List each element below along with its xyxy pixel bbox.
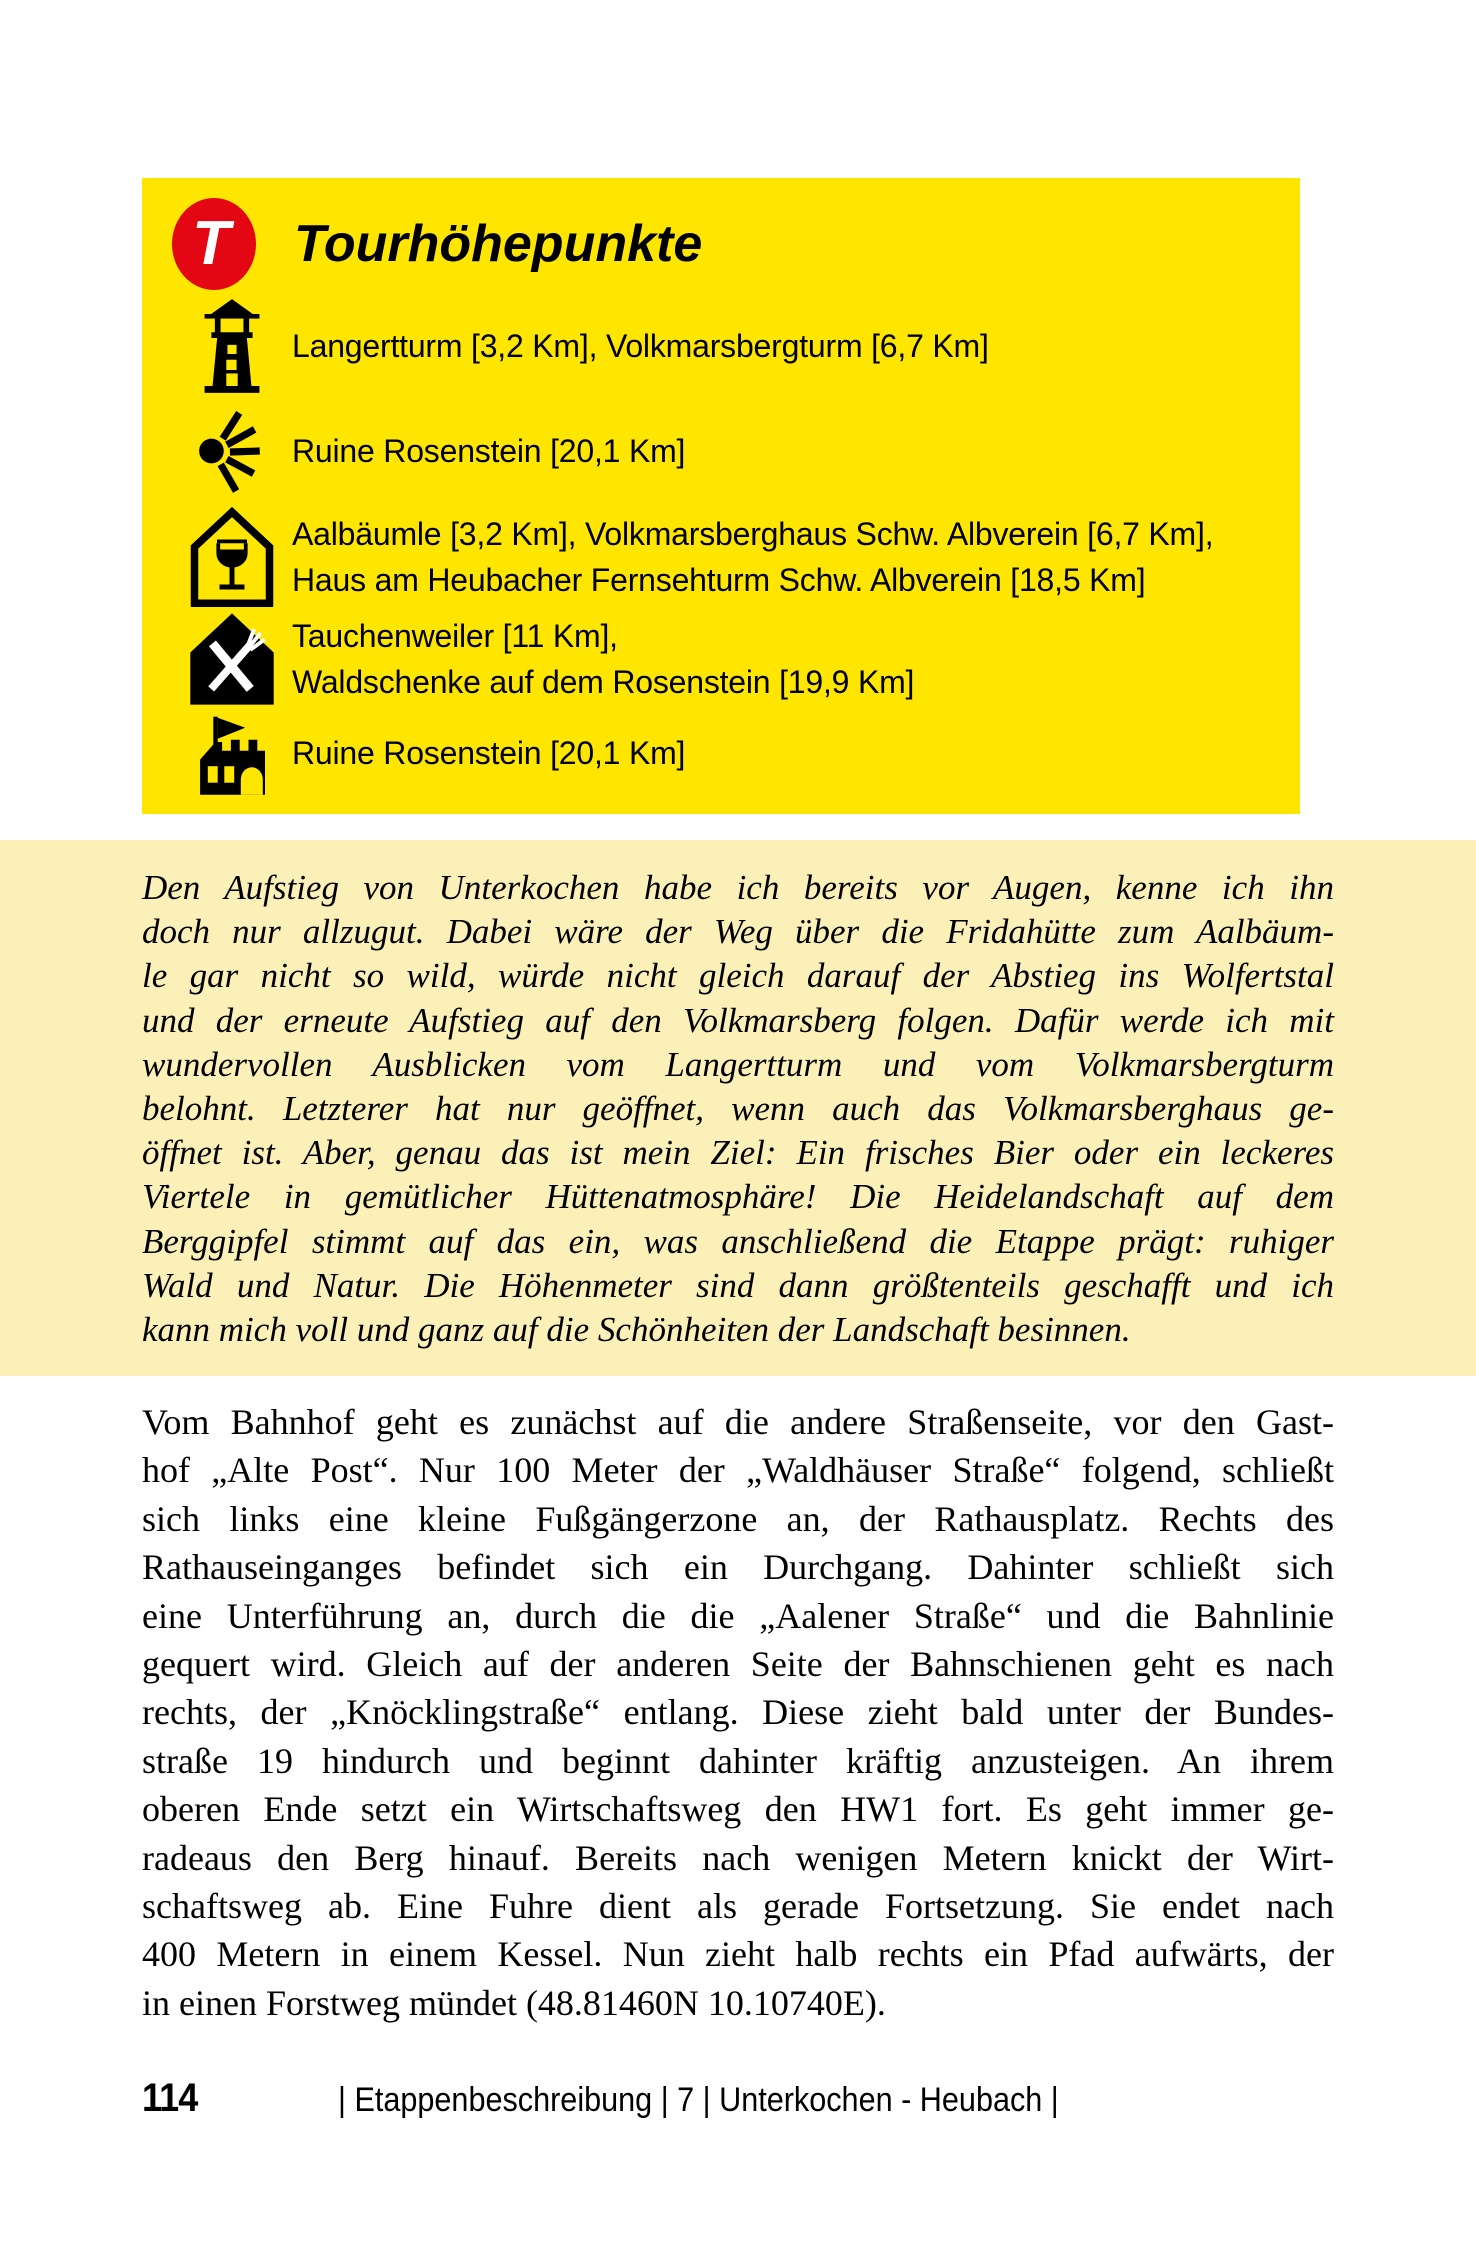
tower-icon	[172, 298, 292, 394]
highlight-text	[292, 511, 1213, 603]
highlight-row-ruin	[172, 708, 1272, 798]
text-line: Wald und Natur. Die Höhenmeter sind dann größtenteils geschafft und ich	[142, 1265, 1334, 1305]
text-line: eine Unterführung an, durch die die „Aalener Straße“ und die Bahnlinie	[142, 1595, 1334, 1636]
text-line: Aalbäumle [3,2 Km], Volkmarsberghaus Schw. Albverein [6,7 Km],	[292, 516, 1214, 552]
text-line: kann mich voll und ganz auf die Schönheiten der Landschaft besinnen.	[142, 1310, 1131, 1350]
text-line: straße 19 hindurch und beginnt dahinter kräftig anzusteigen. An ihrem	[142, 1740, 1334, 1781]
tour-highlights-box	[142, 178, 1300, 814]
intro-note-box	[0, 840, 1476, 1376]
text-line: wundervollen Ausblicken vom Langertturm und vom Volkmarsbergturm	[142, 1044, 1334, 1084]
text-line: belohnt. Letzterer hat nur geöffnet, wenn auch das Volkmarsberghaus ge-	[142, 1089, 1334, 1129]
text-line: Berggipfel stimmt auf das ein, was anschließend die Etappe prägt: ruhiger	[142, 1221, 1334, 1261]
text-line: 400 Metern in einem Kessel. Nun zieht halb rechts ein Pfad aufwärts, der	[142, 1934, 1334, 1975]
text-line: Rathauseinganges befindet sich ein Durchgang. Dahinter schließt sich	[142, 1547, 1334, 1588]
page-footer	[142, 2076, 1334, 2122]
highlight-text	[292, 613, 914, 705]
highlights-title: Tourhöhepunkte	[294, 215, 703, 273]
highlight-text	[292, 428, 685, 474]
text-line: Vom Bahnhof geht es zunächst auf die andere Straßenseite, vor den Gast-	[142, 1402, 1334, 1442]
page-number: 114	[142, 2076, 198, 2120]
text-line: radeaus den Berg hinauf. Bereits nach wenigen Metern knickt der Wirt-	[142, 1837, 1334, 1878]
text-line: Waldschenke auf dem Rosenstein [19,9 Km]	[292, 664, 915, 700]
restaurant-icon	[172, 612, 292, 706]
highlight-row-towers	[172, 294, 1272, 398]
highlight-row-restaurants	[172, 610, 1272, 708]
text-line: sich links eine kleine Fußgängerzone an, der Rathausplatz. Rechts des	[142, 1498, 1334, 1539]
highlight-row-huts	[172, 504, 1272, 610]
highlight-text	[292, 730, 685, 776]
highlight-text	[292, 323, 989, 369]
text-line: doch nur allzugut. Dabei wäre der Weg über die Fridahütte zum Aalbäum-	[142, 912, 1334, 952]
text-line: rechts, der „Knöcklingstraße“ entlang. Diese zieht bald unter der Bundes-	[142, 1692, 1334, 1733]
text-line: Haus am Heubacher Fernsehturm Schw. Albverein [18,5 Km]	[292, 562, 1146, 598]
text-line: hof „Alte Post“. Nur 100 Meter der „Waldhäuser Straße“ folgend, schließt	[142, 1450, 1334, 1491]
text-line: le gar nicht so wild, würde nicht gleich darauf der Abstieg ins Wolfertstal	[142, 956, 1334, 996]
intro-paragraph	[142, 866, 1334, 1352]
trail-t-logo	[172, 198, 256, 290]
text-line: und der erneute Aufstieg auf den Volkmarsberg folgen. Dafür werde ich mit	[142, 1000, 1334, 1040]
text-line: Tauchenweiler [11 Km],	[292, 618, 618, 654]
trail-logo-letter: T	[192, 209, 230, 278]
footer-breadcrumb: | Etappenbeschreibung | 7 | Unterkochen - Heubach |	[338, 2081, 1059, 2119]
viewpoint-icon	[172, 407, 292, 495]
text-line: Ruine Rosenstein [20,1 Km]	[292, 433, 686, 469]
text-line: Viertele in gemütlicher Hüttenatmosphäre! Die Heidelandschaft auf dem	[142, 1177, 1334, 1217]
castle-icon	[172, 709, 292, 797]
text-line: oberen Ende setzt ein Wirtschaftsweg den HW1 fort. Es geht immer ge-	[142, 1789, 1334, 1830]
text-line: gequert wird. Gleich auf der anderen Seite der Bahnschienen geht es nach	[142, 1644, 1334, 1685]
highlight-row-viewpoint	[172, 398, 1272, 504]
text-line: Ruine Rosenstein [20,1 Km]	[292, 735, 686, 771]
text-line: schaftsweg ab. Eine Fuhre dient als gerade Fortsetzung. Sie endet nach	[142, 1886, 1334, 1927]
route-description	[142, 1398, 1334, 2027]
text-line: Den Aufstieg von Unterkochen habe ich bereits vor Augen, kenne ich ihn	[142, 868, 1334, 907]
text-line: öffnet ist. Aber, genau das ist mein Ziel: Ein frisches Bier oder ein leckeres	[142, 1133, 1334, 1173]
text-line: in einen Forstweg mündet (48.81460N 10.10740E).	[142, 1982, 886, 2023]
hut-icon	[172, 507, 292, 607]
highlights-header	[172, 198, 1272, 290]
text-line: Langertturm [3,2 Km], Volkmarsbergturm [6,7 Km]	[292, 328, 989, 364]
